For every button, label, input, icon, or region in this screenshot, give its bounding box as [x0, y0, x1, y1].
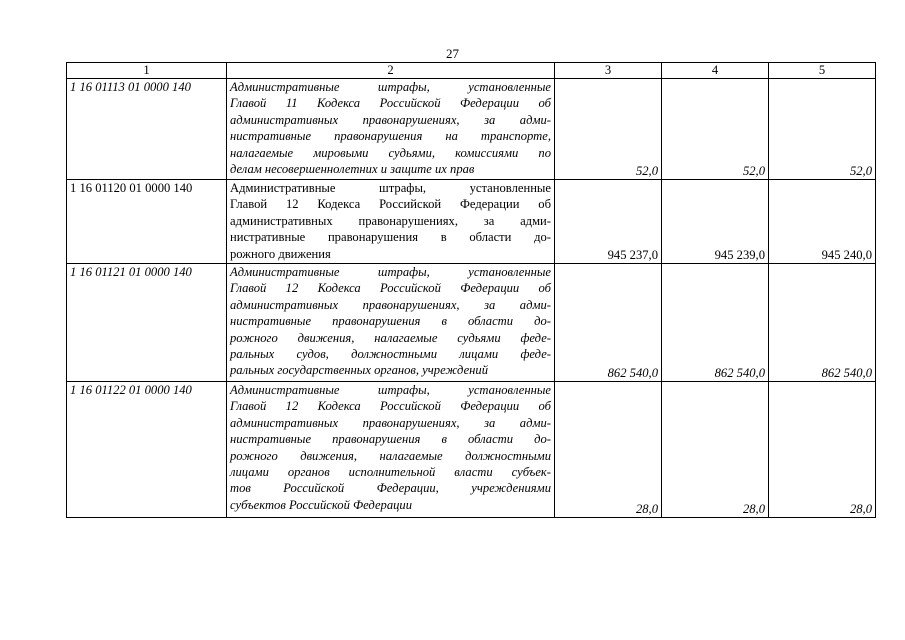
- budget-code: 1 16 01113 01 0000 140: [67, 79, 227, 180]
- value-col-5: 52,0: [769, 79, 876, 180]
- value-col-4: 28,0: [662, 382, 769, 518]
- value-col-5: 945 240,0: [769, 180, 876, 264]
- description-line: ральных государственных органов, учреждений: [230, 363, 489, 378]
- description-line: рожного движения, налагаемые должностными: [230, 448, 551, 463]
- value-col-4: 52,0: [662, 79, 769, 180]
- description-line: административных правонарушениях, за адми-: [230, 297, 551, 312]
- description-line: Главой 12 Кодекса Российской Федерации об: [230, 281, 551, 296]
- description-line: Главой 11 Кодекса Российской Федерации об: [230, 96, 551, 111]
- value-col-4: 862 540,0: [662, 264, 769, 382]
- row-description: [227, 180, 555, 264]
- value-col-4: 945 239,0: [662, 180, 769, 264]
- header-row: [67, 63, 876, 79]
- description-line: налагаемые мировыми судьями, комиссиями по: [230, 145, 551, 160]
- value-col-5: 862 540,0: [769, 264, 876, 382]
- description-line: административных правонарушениях, за адми-: [230, 213, 551, 228]
- value-col-3: 945 237,0: [555, 180, 662, 264]
- description-line: ральных судов, должностными лицами феде-: [230, 347, 551, 362]
- value-col-5: 28,0: [769, 382, 876, 518]
- budget-code: 1 16 01122 01 0000 140: [67, 382, 227, 518]
- table-row: [67, 79, 876, 180]
- table-row: [67, 180, 876, 264]
- description-line: рожного движения: [230, 246, 331, 261]
- row-description: [227, 79, 555, 180]
- description-line: Административные штрафы, установленные: [230, 80, 551, 94]
- description-line: нистративные правонарушения в области до-: [230, 230, 551, 245]
- value-col-3: 28,0: [555, 382, 662, 518]
- value-col-3: 52,0: [555, 79, 662, 180]
- header-col-4: 4: [662, 63, 769, 79]
- table-row: [67, 382, 876, 518]
- row-description: [227, 264, 555, 382]
- row-description: [227, 382, 555, 518]
- description-line: тов Российской Федерации, учреждениями: [230, 481, 551, 496]
- budget-table: [66, 62, 876, 518]
- description-line: Главой 12 Кодекса Российской Федерации об: [230, 399, 551, 414]
- description-line: Административные штрафы, установленные: [230, 383, 551, 397]
- table-row: [67, 264, 876, 382]
- description-line: нистративные правонарушения в области до-: [230, 314, 551, 329]
- description-line: Главой 12 Кодекса Российской Федерации об: [230, 197, 551, 212]
- description-line: нистративные правонарушения в области до-: [230, 432, 551, 447]
- value-col-3: 862 540,0: [555, 264, 662, 382]
- header-col-5: 5: [769, 63, 876, 79]
- description-line: Административные штрафы, установленные: [230, 181, 551, 195]
- page-number: 27: [446, 46, 459, 61]
- description-line: административных правонарушениях, за адми-: [230, 415, 551, 430]
- description-line: нистративные правонарушения на транспорте,: [230, 129, 551, 144]
- header-col-2: 2: [227, 63, 555, 79]
- description-line: рожного движения, налагаемые судьями феде-: [230, 330, 551, 345]
- budget-code: 1 16 01120 01 0000 140: [67, 180, 227, 264]
- description-line: административных правонарушениях, за адми-: [230, 112, 551, 127]
- budget-code: 1 16 01121 01 0000 140: [67, 264, 227, 382]
- description-line: Административные штрафы, установленные: [230, 265, 551, 279]
- header-col-3: 3: [555, 63, 662, 79]
- header-col-1: 1: [67, 63, 227, 79]
- description-line: субъектов Российской Федерации: [230, 497, 413, 512]
- description-line: лицами органов исполнительной власти субъек-: [230, 465, 551, 480]
- description-line: делам несовершеннолетних и защите их прав: [230, 162, 475, 177]
